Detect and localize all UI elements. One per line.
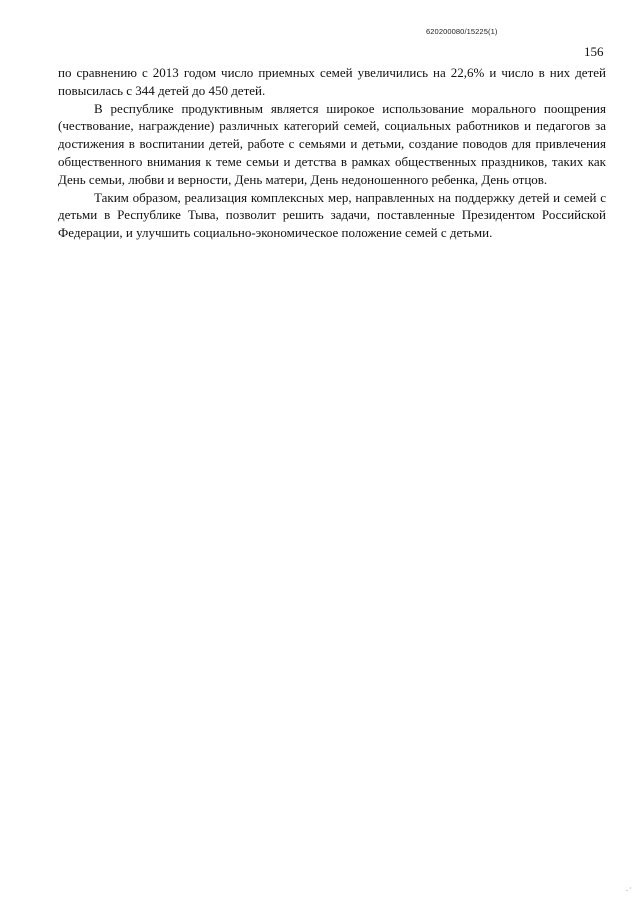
document-id: 620200080/15225(1) (426, 27, 498, 36)
page-number: 156 (584, 44, 604, 59)
paragraph-moral-encouragement: В республике продуктивным является широкое использование морального поощрения (чествование, награждение) различных категорий семей, социальных работников и педагогов за достижения в воспитании детей, работе с семьями и детьми, создание поводов для привлечения общественного внимания к теме семьи и детства в рамках общественных праздников, таких как День семьи, любви и верности, День матери, День недоношенного ребенка, День отцов. (58, 100, 606, 187)
document-body (58, 64, 606, 242)
scan-artifact: .· (626, 884, 633, 893)
paragraph-conclusion: Таким образом, реализация комплексных мер, направленных на поддержку детей и семей с детьми в Республике Тыва, позволит решить задачи, поставленные Президентом Российской Федерации, и улучшить социально-экономическое положение семей с детьми. (58, 189, 606, 241)
paragraph-continuation: по сравнению с 2013 годом число приемных семей увеличились на 22,6% и число в них детей повысилась с 344 детей до 450 детей. (58, 65, 606, 98)
